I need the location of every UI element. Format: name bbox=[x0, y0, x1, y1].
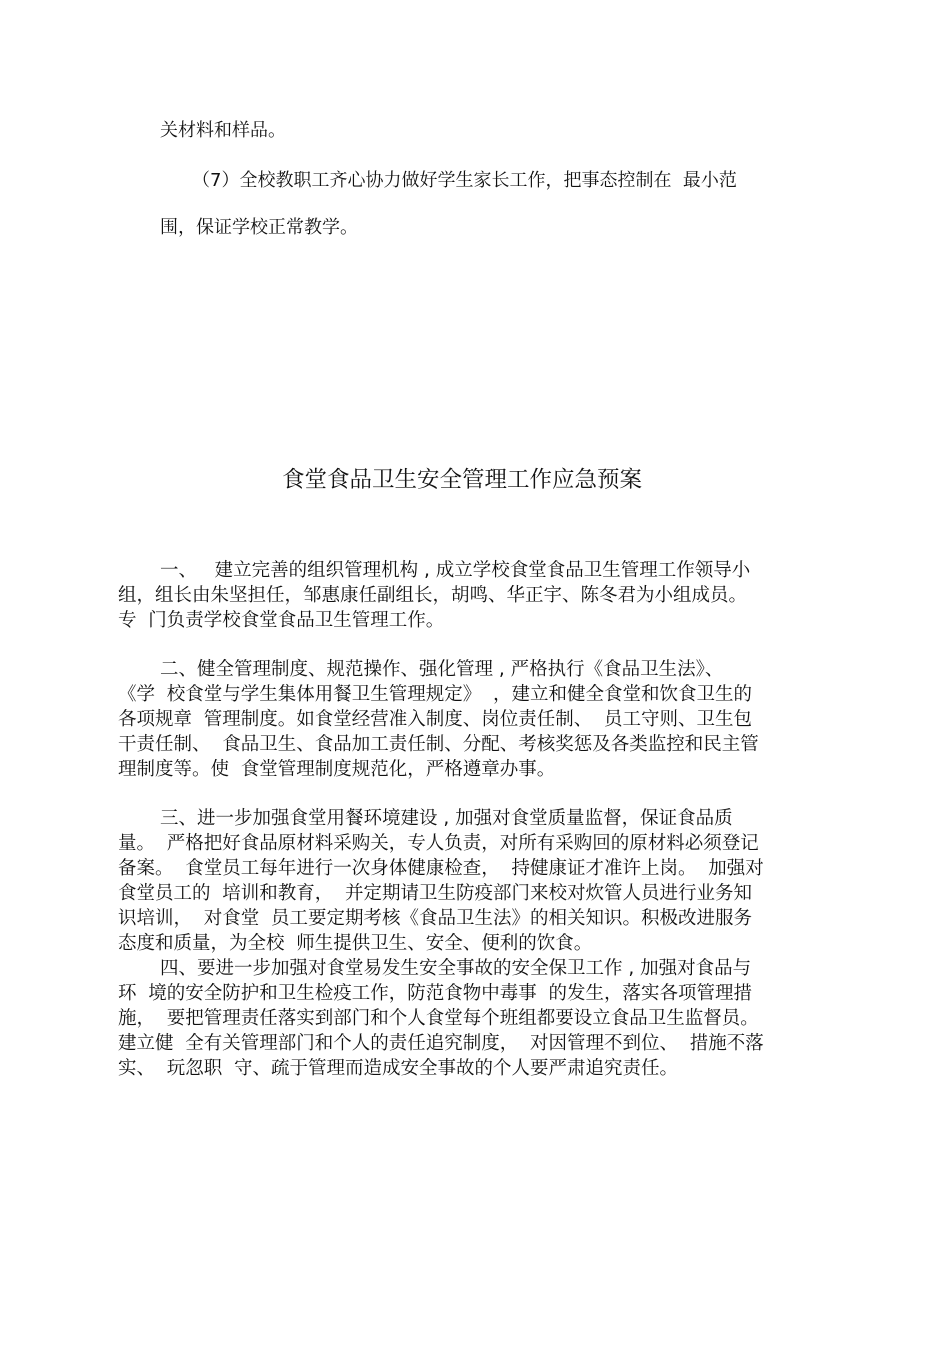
text-line: 理制度等。使 食堂管理制度规范化，严格遵章办事。 bbox=[118, 759, 556, 780]
text-line: 组，组长由朱坚担任，邹惠康任副组长，胡鸣、华正宇、陈冬君为小组成员。 bbox=[118, 585, 748, 606]
text-line: 《学 校食堂与学生集体用餐卫生管理规定》 ，建立和健全食堂和饮食卫生的 bbox=[118, 684, 753, 705]
text-line: 量。 严格把好食品原材料采购关，专人负责，对所有采购回的原材料必须登记 bbox=[118, 833, 759, 854]
text-line: 二、健全管理制度、规范操作、强化管理 , 严格执行《食品卫生法》、 bbox=[160, 659, 724, 680]
text-line: 施， 要把管理责任落实到部门和个人食堂每个班组都要设立食品卫生监督员。 bbox=[118, 1008, 759, 1029]
text-line: 三、进一步加强食堂用餐环境建设 , 加强对食堂质量监督，保证食品质 bbox=[160, 808, 733, 829]
text-line: 围，保证学校正常教学。 bbox=[160, 217, 358, 238]
text-line: 食堂员工的 培训和教育， 并定期请卫生防疫部门来校对炊管人员进行业务知 bbox=[118, 883, 753, 904]
text-line: 实、 玩忽职 守、疏于管理而造成安全事故的个人要严肃追究责任。 bbox=[118, 1058, 679, 1079]
text-line: 各项规章 管理制度。如食堂经营准入制度、岗位责任制、 员工守则、卫生包 bbox=[118, 709, 753, 730]
text-line: 备案。 食堂员工每年进行一次身体健康检查， 持健康证才准许上岗。 加强对 bbox=[118, 858, 764, 879]
text-line: （7）全校教职工齐心协力做好学生家长工作，把事态控制在 最小范 bbox=[192, 170, 737, 191]
text-line: 专 门负责学校食堂食品卫生管理工作。 bbox=[118, 610, 445, 631]
text-line: 四、要进一步加强对食堂易发生安全事故的安全保卫工作 , 加强对食品与 bbox=[160, 958, 752, 979]
text-line: 建立健 全有关管理部门和个人的责任追究制度， 对因管理不到位、 措施不落 bbox=[118, 1033, 764, 1054]
text-line: 关材料和样品。 bbox=[160, 120, 286, 141]
document-title: 食堂食品卫生安全管理工作应急预案 bbox=[281, 467, 642, 493]
text-line: 一、 建立完善的组织管理机构 , 成立学校食堂食品卫生管理工作领导小 bbox=[160, 560, 751, 581]
text-line: 环 境的安全防护和卫生检疫工作，防范食物中毒事 的发生，落实各项管理措 bbox=[118, 983, 753, 1004]
text-line: 识培训， 对食堂 员工要定期考核《食品卫生法》的相关知识。积极改进服务 bbox=[118, 908, 753, 929]
text-line: 态度和质量，为全校 师生提供卫生、安全、便利的饮食。 bbox=[118, 933, 593, 954]
text-line: 干责任制、 食品卫生、食品加工责任制、分配、考核奖惩及各类监控和民主管 bbox=[118, 734, 759, 755]
